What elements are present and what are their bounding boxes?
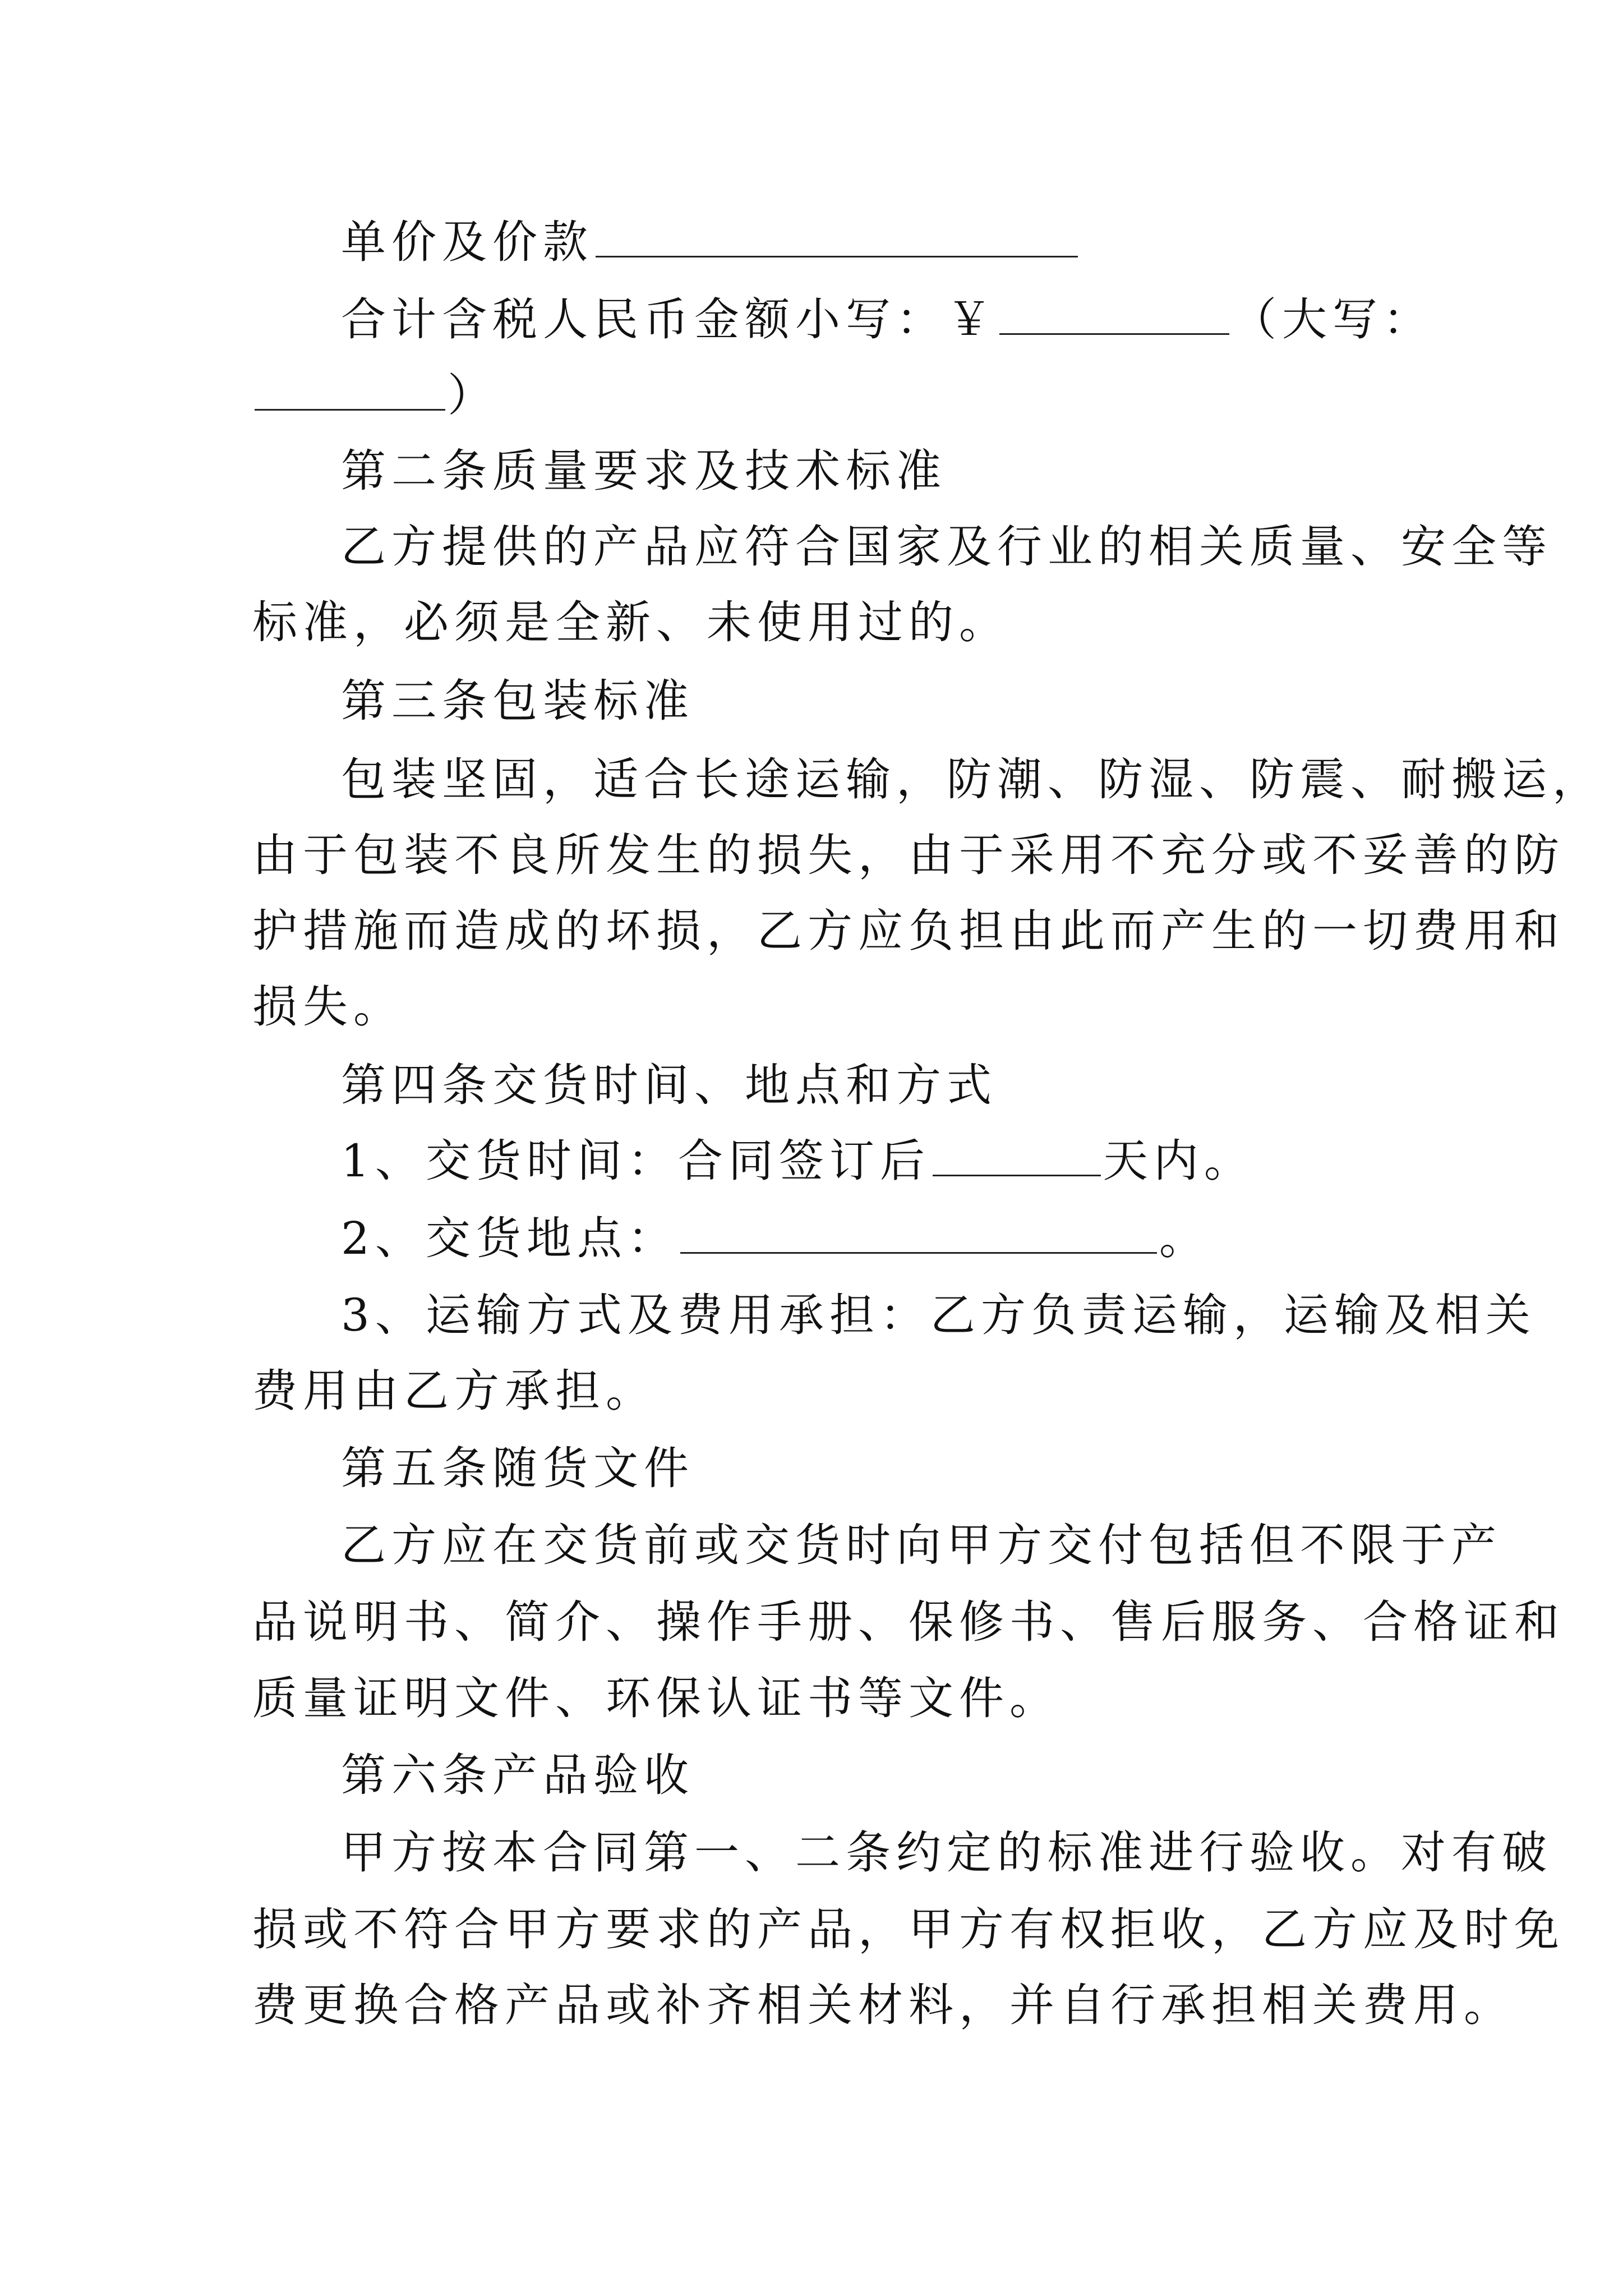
capital-open: （大写： bbox=[1232, 293, 1433, 346]
price-label: 单价及价款 bbox=[341, 216, 593, 268]
article-3-text-line-1: 包装坚固，适合长途运输，防潮、防湿、防震、耐搬运， bbox=[341, 753, 1603, 806]
article-3-title: 第三条包装标准 bbox=[341, 675, 694, 727]
article-3-text-line-3: 护措施而造成的坏损，乙方应负担由此而产生的一切费用和 bbox=[252, 905, 1565, 957]
article-5-text-line-3: 质量证明文件、环保认证书等文件。 bbox=[252, 1672, 1060, 1724]
total-line bbox=[341, 292, 1463, 348]
article-2-title: 第二条质量要求及技术标准 bbox=[341, 445, 947, 497]
transport-line-1: 3、运输方式及费用承担：乙方负责运输，运输及相关 bbox=[341, 1289, 1536, 1341]
transport-line-2: 费用由乙方承担。 bbox=[252, 1365, 656, 1417]
article-6-title: 第六条产品验收 bbox=[341, 1749, 694, 1801]
delivery-place-blank bbox=[680, 1211, 1157, 1254]
article-6-text-line-3: 费更换合格产品或补齐相关材料，并自行承担相关费用。 bbox=[252, 1979, 1514, 2031]
capital-line bbox=[252, 367, 1374, 424]
article-5-text-line-2: 品说明书、简介、操作手册、保修书、售后服务、合格证和 bbox=[252, 1596, 1565, 1648]
article-5-text-line-1: 乙方应在交货前或交货时向甲方交付包括但不限于产 bbox=[341, 1519, 1502, 1571]
article-3-text-line-2: 由于包装不良所发生的损失，由于采用不充分或不妥善的防 bbox=[252, 829, 1565, 881]
article-6-text-line-2: 损或不符合甲方要求的产品，甲方有权拒收，乙方应及时免 bbox=[252, 1903, 1565, 1955]
article-3-text-line-4: 损失。 bbox=[252, 981, 404, 1033]
delivery-place-line bbox=[341, 1211, 1463, 1267]
capital-close: ） bbox=[448, 369, 498, 421]
delivery-days-blank bbox=[933, 1133, 1101, 1176]
article-6-text-line-1: 甲方按本合同第一、二条约定的标准进行验收。对有破 bbox=[341, 1826, 1552, 1879]
delivery-time-suffix: 天内。 bbox=[1103, 1135, 1255, 1187]
capital-blank bbox=[255, 367, 445, 411]
total-lower-blank bbox=[999, 292, 1229, 335]
article-2-text-line-2: 标准，必须是全新、未使用过的。 bbox=[252, 596, 1009, 648]
article-4-title: 第四条交货时间、地点和方式 bbox=[341, 1059, 997, 1111]
total-label: 合计含税人民币金额小写：￥ bbox=[341, 293, 997, 346]
article-5-title: 第五条随货文件 bbox=[341, 1442, 694, 1494]
delivery-time-line bbox=[341, 1133, 1463, 1189]
delivery-place-suffix: 。 bbox=[1159, 1212, 1210, 1264]
price-line bbox=[341, 214, 1463, 270]
article-2-text-line-1: 乙方提供的产品应符合国家及行业的相关质量、安全等 bbox=[341, 521, 1552, 573]
delivery-time-label: 1、交货时间：合同签订后 bbox=[341, 1135, 930, 1187]
price-blank bbox=[596, 214, 1078, 257]
delivery-place-label: 2、交货地点： bbox=[341, 1212, 678, 1264]
